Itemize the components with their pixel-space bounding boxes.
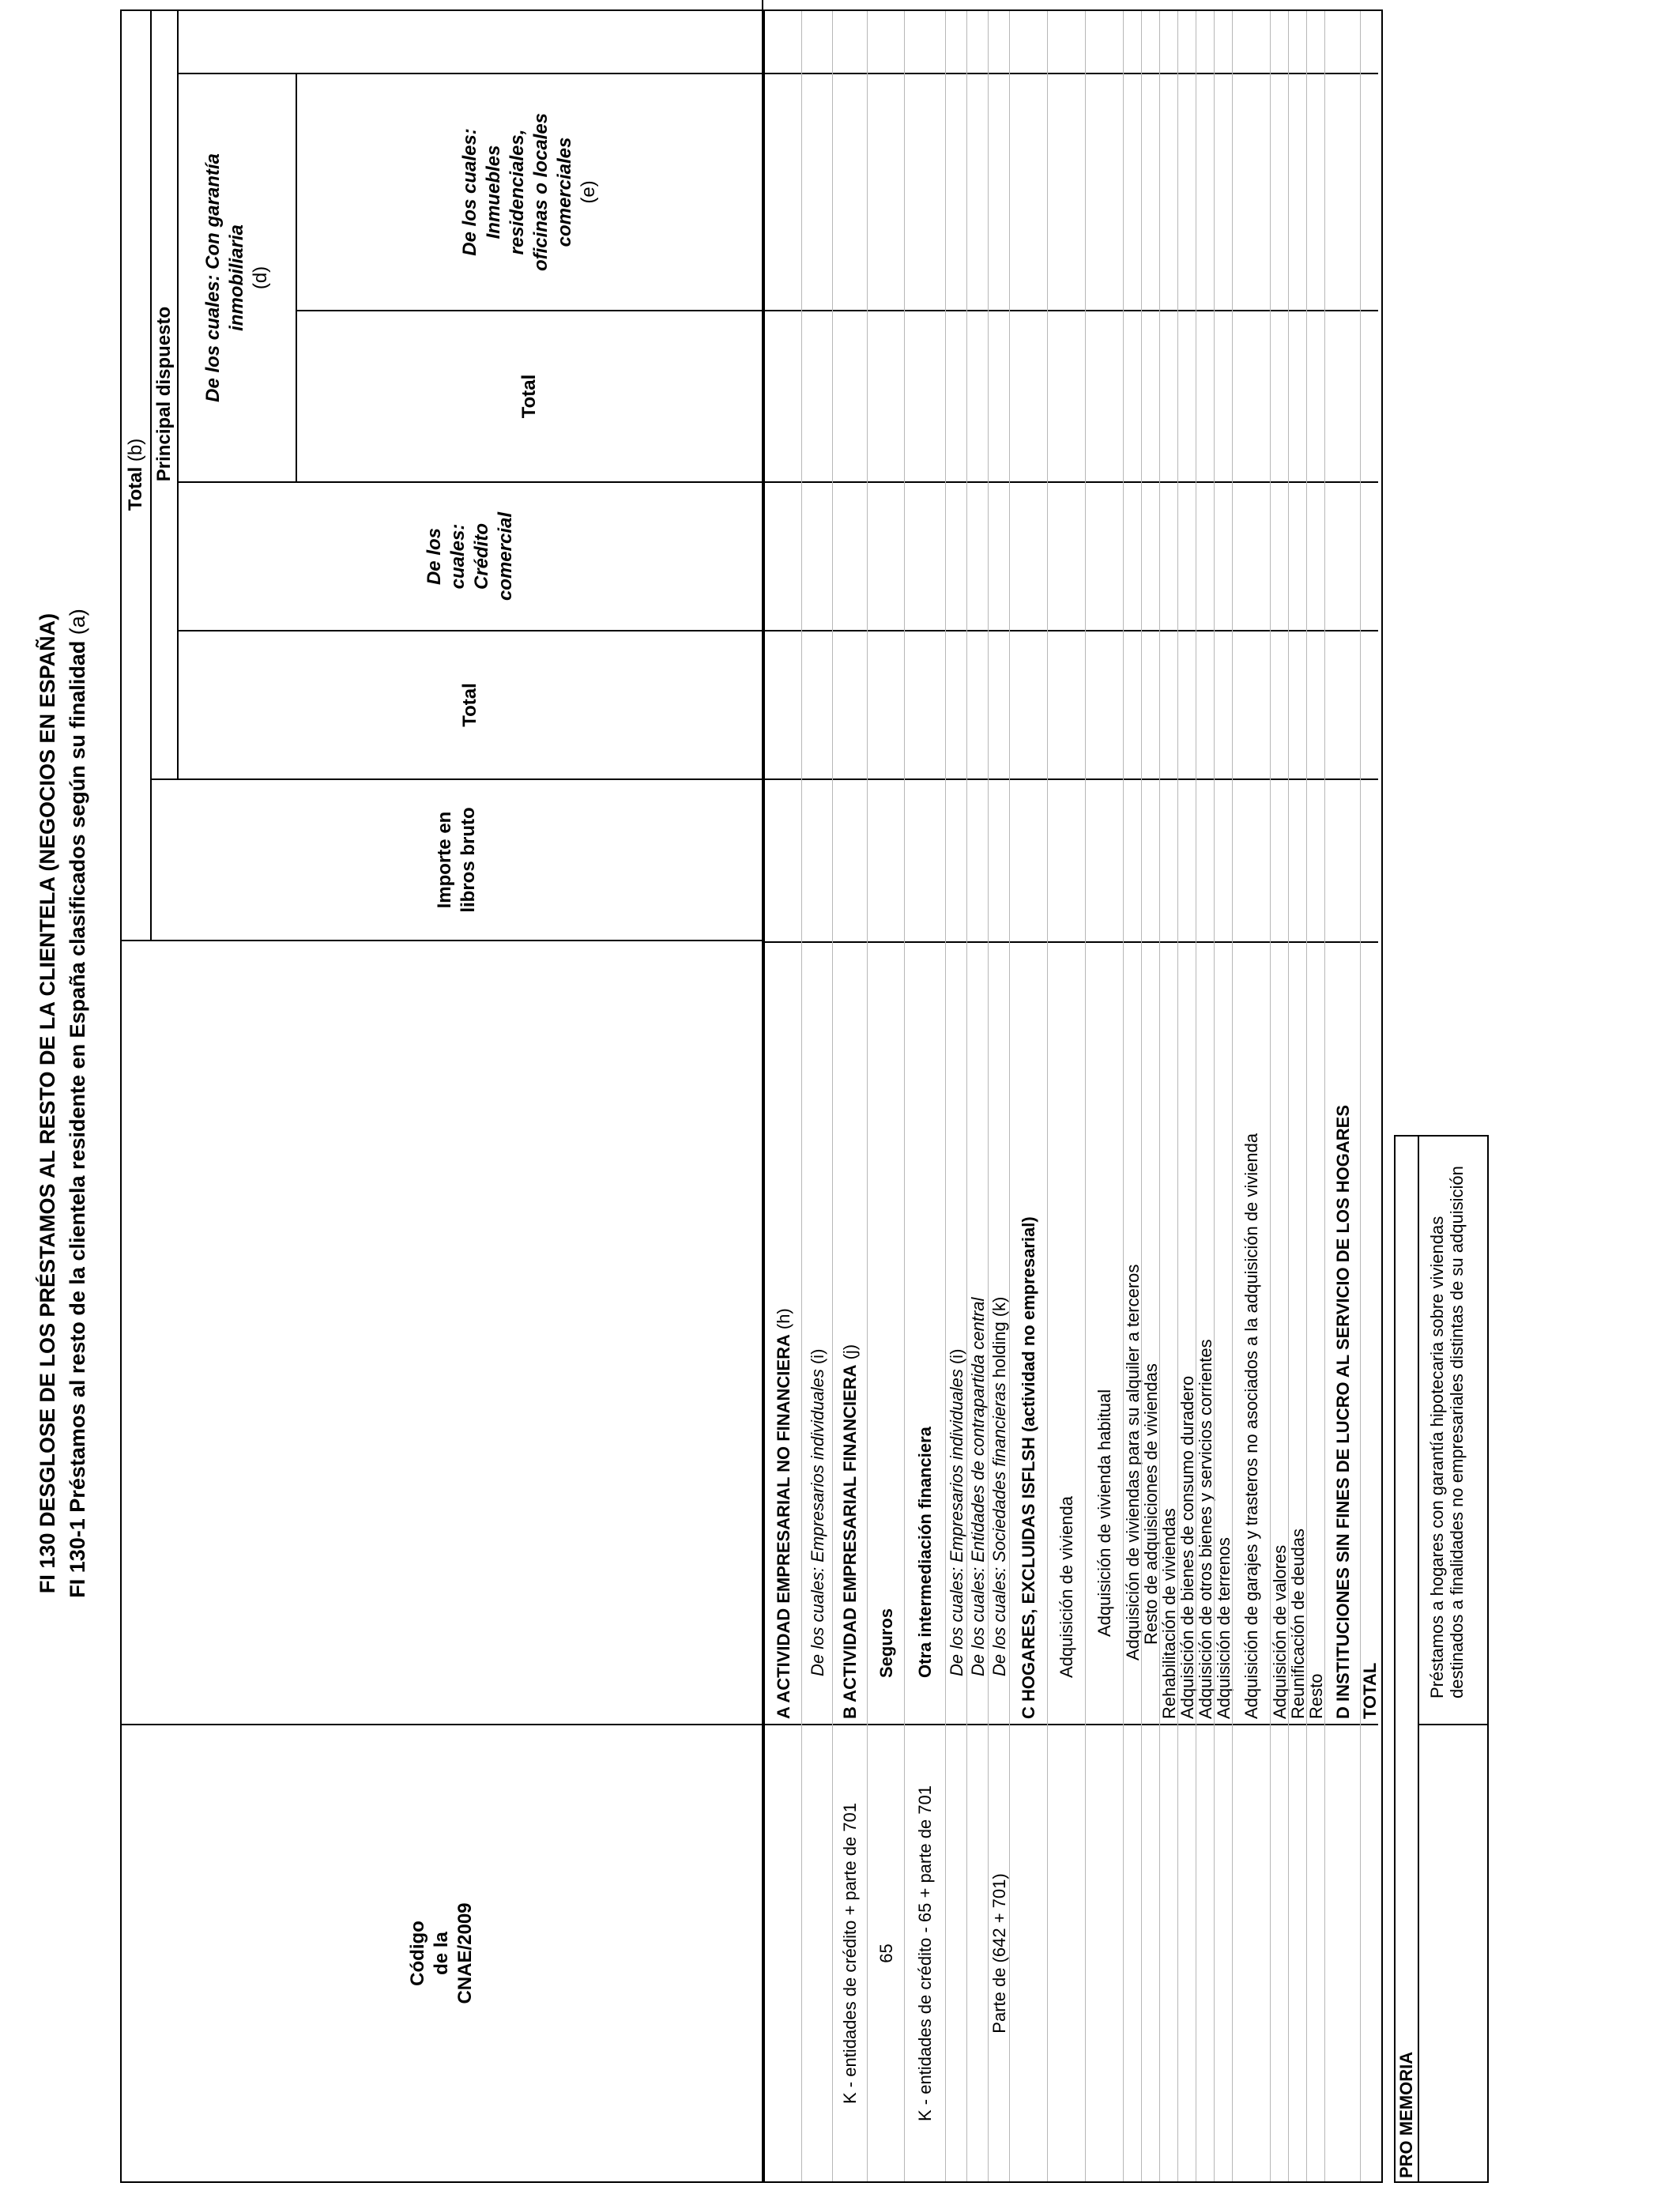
row-code: 65 (868, 1724, 904, 2181)
table-body (122, 11, 1381, 2181)
row-data-cell[interactable] (1142, 9, 1159, 74)
row-data-cell[interactable] (765, 9, 801, 74)
row-label-text: TOTAL (1359, 1662, 1380, 1719)
row-data-cell[interactable] (1289, 631, 1306, 780)
pro-memoria-title: PRO MEMORIA (1396, 1137, 1419, 2181)
row-code (1289, 1724, 1306, 2181)
header-garantia-total: Total (297, 311, 763, 483)
table-row (1288, 11, 1306, 2181)
row-data-cell[interactable] (946, 311, 966, 483)
row-data-cell[interactable] (1124, 311, 1141, 483)
row-label (765, 941, 801, 1724)
row-code (1010, 1724, 1047, 2181)
pro-memoria (1394, 1135, 1489, 2183)
row-data-cell[interactable] (1142, 483, 1159, 631)
table-row (801, 11, 832, 2181)
row-data-cell[interactable] (1307, 780, 1324, 941)
row-data-cell[interactable] (833, 311, 867, 483)
sub-title-text: FI 130-1 Préstamos al resto de la clientela residente en España clasificados según su finalidad (66, 640, 89, 1598)
main-table (120, 9, 1383, 2183)
row-label-text: Otra intermediación financiera (915, 1427, 935, 1678)
table-row (904, 11, 945, 2181)
row-code (1325, 1724, 1360, 2181)
row-code: Parte de (642 + 701) (989, 1724, 1009, 2181)
row-data-cell[interactable] (833, 631, 867, 780)
row-data-cell[interactable] (1233, 9, 1270, 74)
row-data-cell[interactable] (1178, 631, 1196, 780)
row-data-cell[interactable] (1233, 780, 1270, 941)
row-label-text: Rehabilitación de viviendas (1158, 1508, 1179, 1719)
row-data-cell[interactable] (1289, 9, 1306, 74)
row-data-cell[interactable] (1010, 483, 1047, 631)
row-data-cell[interactable] (967, 631, 988, 780)
row-ref: (i) (807, 1348, 827, 1365)
row-label-text: De los cuales: Entidades de contrapartida central (967, 1297, 988, 1676)
row-data-cell[interactable] (868, 483, 904, 631)
row-ref: (i) (946, 1348, 966, 1365)
row-data-cell[interactable] (1196, 311, 1214, 483)
row-label (1361, 941, 1378, 1724)
row-data-cell[interactable] (989, 74, 1009, 311)
row-data-cell[interactable] (1233, 74, 1270, 311)
row-data-cell[interactable] (868, 9, 904, 74)
row-data-cell[interactable] (1233, 311, 1270, 483)
row-data-cell[interactable] (1271, 311, 1288, 483)
row-code (1086, 1724, 1123, 2181)
row-data-cell[interactable] (1142, 311, 1159, 483)
header-importe: Importe en libros bruto (152, 780, 763, 941)
row-data-cell[interactable] (1307, 9, 1324, 74)
row-label (989, 941, 1009, 1724)
row-data-cell[interactable] (1048, 631, 1085, 780)
row-data-cell[interactable] (1178, 74, 1196, 311)
row-data-cell[interactable] (1289, 780, 1306, 941)
row-data-cell[interactable] (1233, 631, 1270, 780)
row-data-cell[interactable] (989, 780, 1009, 941)
header-garantia-ref: (d) (250, 266, 271, 290)
row-data-cell[interactable] (1215, 74, 1232, 311)
table-row (1196, 11, 1214, 2181)
header-inmuebles-ref: (e) (578, 180, 599, 204)
row-data-cell[interactable] (868, 631, 904, 780)
row-data-cell[interactable] (967, 780, 988, 941)
table-row (1232, 11, 1270, 2181)
row-data-cell[interactable] (765, 483, 801, 631)
row-ref: (h) (773, 1308, 793, 1330)
row-label (1215, 941, 1232, 1724)
row-data-cell[interactable] (833, 74, 867, 311)
row-code (946, 1724, 966, 2181)
titles (33, 36, 92, 2170)
row-code (1215, 1724, 1232, 2181)
row-data-cell[interactable] (1048, 9, 1085, 74)
header-total-b-ref: (b) (125, 438, 146, 462)
row-data-cell[interactable] (1048, 311, 1085, 483)
header-total: Total (179, 631, 763, 780)
row-label-text: Adquisición de valores (1269, 1544, 1290, 1719)
table-row (966, 11, 988, 2181)
row-data-cell[interactable] (1361, 483, 1378, 631)
row-data-cell[interactable] (1307, 631, 1324, 780)
row-data-cell[interactable] (905, 483, 945, 631)
table-row (832, 11, 867, 2181)
row-label (802, 941, 832, 1724)
row-data-cell[interactable] (905, 74, 945, 311)
row-label (868, 941, 904, 1724)
row-data-cell[interactable] (1160, 780, 1177, 941)
row-data-cell[interactable] (802, 74, 832, 311)
row-label (1124, 941, 1141, 1724)
row-data-cell[interactable] (1010, 9, 1047, 74)
header-inmuebles-text: De los cuales: Inmuebles residenciales, oficinas o locales comerciales (459, 112, 575, 272)
row-data-cell[interactable] (1142, 780, 1159, 941)
row-data-cell[interactable] (1215, 9, 1232, 74)
row-code (1178, 1724, 1196, 2181)
row-label (946, 941, 966, 1724)
row-data-cell[interactable] (1361, 74, 1378, 311)
row-data-cell[interactable] (1196, 780, 1214, 941)
row-data-cell[interactable] (802, 9, 832, 74)
row-code (1048, 1724, 1085, 2181)
row-data-cell[interactable] (1142, 74, 1159, 311)
header-total-b-text: Total (125, 466, 146, 511)
row-code (1233, 1724, 1270, 2181)
row-data-cell[interactable] (1325, 631, 1360, 780)
row-data-cell[interactable] (1124, 780, 1141, 941)
row-code: K - entidades de crédito + parte de 701 (833, 1724, 867, 2181)
table-row (763, 11, 801, 2181)
row-data-cell[interactable] (1215, 631, 1232, 780)
row-data-cell[interactable] (967, 483, 988, 631)
row-data-cell[interactable] (1124, 483, 1141, 631)
row-label-text: C HOGARES, EXCLUIDAS ISFLSH (actividad no empresarial) (1019, 1216, 1038, 1719)
table-row (1047, 11, 1085, 2181)
row-data-cell[interactable] (1307, 483, 1324, 631)
row-data-cell[interactable] (989, 9, 1009, 74)
row-data-cell[interactable] (1048, 483, 1085, 631)
row-label-text: D INSTITUCIONES SIN FINES DE LUCRO AL SERVICIO DE LOS HOGARES (1332, 1104, 1353, 1719)
row-code (1271, 1724, 1288, 2181)
row-data-cell[interactable] (1086, 483, 1123, 631)
row-data-cell[interactable] (1086, 311, 1123, 483)
row-data-cell[interactable] (1289, 483, 1306, 631)
row-data-cell[interactable] (1086, 9, 1123, 74)
row-data-cell[interactable] (802, 631, 832, 780)
row-data-cell[interactable] (905, 780, 945, 941)
table-row (1270, 11, 1288, 2181)
row-data-cell[interactable] (1178, 9, 1196, 74)
row-label (1010, 941, 1047, 1724)
row-data-cell[interactable] (1215, 311, 1232, 483)
row-label (833, 941, 867, 1724)
table-row (1141, 11, 1159, 2181)
row-code (1307, 1724, 1324, 2181)
table-row (988, 11, 1009, 2181)
row-data-cell[interactable] (1271, 9, 1288, 74)
row-data-cell[interactable] (868, 780, 904, 941)
row-data-cell[interactable] (967, 9, 988, 74)
row-data-cell[interactable] (1361, 311, 1378, 483)
row-label-text: De los cuales: Sociedades financieras (989, 1382, 1009, 1676)
row-label-text: Resto de adquisiciones de viviendas (1140, 1363, 1161, 1645)
header-principal: Principal dispuesto (152, 9, 179, 780)
row-data-cell[interactable] (868, 74, 904, 311)
row-data-cell[interactable] (1160, 631, 1177, 780)
row-data-cell[interactable] (1142, 631, 1159, 780)
row-data-cell[interactable] (1289, 74, 1306, 311)
table-row (1360, 11, 1378, 2181)
row-data-cell[interactable] (1086, 780, 1123, 941)
sub-title (63, 36, 92, 2170)
row-data-cell[interactable] (765, 631, 801, 780)
row-label (1196, 941, 1214, 1724)
row-label (1289, 941, 1306, 1724)
row-code (1160, 1724, 1177, 2181)
row-code (802, 1724, 832, 2181)
row-data-cell[interactable] (1215, 483, 1232, 631)
row-label-text: Adquisición de garajes y trasteros no asociados a la adquisición de vivienda (1241, 1133, 1261, 1719)
row-data-cell[interactable] (1233, 483, 1270, 631)
row-data-cell[interactable] (1010, 74, 1047, 311)
row-data-cell[interactable] (802, 311, 832, 483)
row-data-cell[interactable] (1196, 631, 1214, 780)
row-data-cell[interactable] (1307, 74, 1324, 311)
row-data-cell[interactable] (1271, 631, 1288, 780)
row-data-cell[interactable] (1160, 9, 1177, 74)
table-row (1306, 11, 1324, 2181)
row-data-cell[interactable] (1086, 74, 1123, 311)
row-data-cell[interactable] (1160, 483, 1177, 631)
row-label-text: A ACTIVIDAD EMPRESARIAL NO FINANCIERA (773, 1334, 793, 1719)
row-code (1196, 1724, 1214, 2181)
row-label-text: B ACTIVIDAD EMPRESARIAL FINANCIERA (840, 1364, 860, 1719)
row-label-text: De los cuales: Empresarios individuales (807, 1369, 827, 1676)
row-data-cell[interactable] (905, 311, 945, 483)
row-data-cell[interactable] (1010, 311, 1047, 483)
row-data-cell[interactable] (833, 483, 867, 631)
row-label (1178, 941, 1196, 1724)
row-label (1048, 941, 1085, 1724)
table-row (1123, 11, 1141, 2181)
sub-title-ref: (a) (66, 609, 89, 635)
row-data-cell[interactable] (1160, 74, 1177, 311)
row-data-cell[interactable] (802, 780, 832, 941)
row-data-cell[interactable] (946, 74, 966, 311)
row-label-text: Adquisición de otros bienes y servicios corrientes (1195, 1339, 1215, 1719)
row-data-cell[interactable] (802, 483, 832, 631)
row-data-cell[interactable] (1178, 780, 1196, 941)
table-row (1085, 11, 1123, 2181)
row-label-text: Seguros (876, 1608, 896, 1678)
row-label-text: Reunificación de deudas (1287, 1529, 1308, 1719)
row-code: K - entidades de crédito - 65 + parte de 701 (905, 1724, 945, 2181)
row-label-text: Adquisición de terrenos (1213, 1537, 1234, 1719)
row-data-cell[interactable] (833, 780, 867, 941)
row-ref: (k) (989, 1296, 1009, 1318)
row-code (765, 1724, 801, 2181)
row-data-cell[interactable] (967, 74, 988, 311)
row-data-cell[interactable] (1160, 311, 1177, 483)
row-data-cell[interactable] (1178, 483, 1196, 631)
row-data-cell[interactable] (833, 9, 867, 74)
row-data-cell[interactable] (905, 631, 945, 780)
table-row (867, 11, 904, 2181)
row-label (967, 941, 988, 1724)
row-data-cell[interactable] (989, 631, 1009, 780)
row-data-cell[interactable] (1086, 631, 1123, 780)
row-data-cell[interactable] (1325, 74, 1360, 311)
row-data-cell[interactable] (1178, 311, 1196, 483)
row-data-cell[interactable] (765, 74, 801, 311)
row-data-cell[interactable] (1361, 631, 1378, 780)
row-data-cell[interactable] (1048, 74, 1085, 311)
row-data-cell[interactable] (765, 780, 801, 941)
row-label-text: Adquisición de vivienda (1057, 1496, 1076, 1678)
row-label-text: Resto (1305, 1673, 1326, 1719)
row-data-cell[interactable] (1010, 631, 1047, 780)
table-row (1009, 11, 1047, 2181)
pro-memoria-label: Préstamos a hogares con garantía hipotecaria sobre viviendas destinados a finalidades no empresariales distintas de su adquisición (1427, 1166, 1467, 1698)
row-data-cell[interactable] (765, 311, 801, 483)
row-label-text: Adquisición de bienes de consumo duradero (1177, 1375, 1197, 1719)
row-data-cell[interactable] (1048, 780, 1085, 941)
row-data-cell[interactable] (989, 311, 1009, 483)
row-data-cell[interactable] (1196, 9, 1214, 74)
row-label (905, 941, 945, 1724)
row-data-cell[interactable] (1325, 780, 1360, 941)
table-row (1159, 11, 1177, 2181)
header-credito: De los cuales: Crédito comercial (179, 483, 763, 631)
row-label-text: Adquisición de viviendas para su alquiler a terceros (1122, 1264, 1143, 1661)
row-code (1142, 1724, 1159, 2181)
row-data-cell[interactable] (1196, 483, 1214, 631)
row-data-cell[interactable] (1361, 780, 1378, 941)
row-label (1325, 941, 1360, 1724)
row-data-cell[interactable] (1124, 9, 1141, 74)
header-codigo: Código de la CNAE/2009 (122, 1724, 763, 2181)
header-refin (179, 0, 763, 9)
row-code (1124, 1724, 1141, 2181)
row-data-cell[interactable] (1325, 483, 1360, 631)
row-data-cell[interactable] (946, 631, 966, 780)
row-data-cell[interactable] (1124, 631, 1141, 780)
row-data-cell[interactable] (1307, 311, 1324, 483)
header-garantia-text: De los cuales: Con garantía inmobiliaria (202, 153, 247, 402)
row-ref: (j) (840, 1344, 860, 1360)
row-code (1361, 1724, 1378, 2181)
row-data-cell[interactable] (989, 483, 1009, 631)
row-label-text: De los cuales: Empresarios individuales (946, 1369, 966, 1676)
main-title: FI 130 DESGLOSE DE LOS PRÉSTAMOS AL RESTO DE LA CLIENTELA (NEGOCIOS EN ESPAÑA) (36, 613, 59, 1594)
row-label (1271, 941, 1288, 1724)
row-data-cell[interactable] (1325, 311, 1360, 483)
row-data-cell[interactable] (1361, 9, 1378, 74)
row-data-cell[interactable] (946, 483, 966, 631)
row-data-cell[interactable] (1271, 483, 1288, 631)
row-data-cell[interactable] (868, 311, 904, 483)
row-data-cell[interactable] (946, 780, 966, 941)
row-data-cell[interactable] (1010, 780, 1047, 941)
row-data-cell[interactable] (1271, 74, 1288, 311)
row-code (967, 1724, 988, 2181)
table-row (1177, 11, 1196, 2181)
table-row (1324, 11, 1360, 2181)
row-label (1142, 941, 1159, 1724)
row-label (1160, 941, 1177, 1724)
row-data-cell[interactable] (905, 9, 945, 74)
row-data-cell[interactable] (1271, 780, 1288, 941)
row-label-holding: holding (989, 1321, 1009, 1378)
row-data-cell[interactable] (967, 311, 988, 483)
row-label (1307, 941, 1324, 1724)
table-row (945, 11, 966, 2181)
row-data-cell[interactable] (1289, 311, 1306, 483)
row-label (1086, 941, 1123, 1724)
row-label-text: Adquisición de vivienda habitual (1094, 1389, 1114, 1637)
pro-memoria-code (1419, 1724, 1487, 2181)
row-data-cell[interactable] (1196, 74, 1214, 311)
row-data-cell[interactable] (946, 9, 966, 74)
table-row (1214, 11, 1232, 2181)
row-data-cell[interactable] (1124, 74, 1141, 311)
row-data-cell[interactable] (1215, 780, 1232, 941)
row-label (1233, 941, 1270, 1724)
row-data-cell[interactable] (1325, 9, 1360, 74)
pro-memoria-row (1419, 1137, 1487, 2181)
